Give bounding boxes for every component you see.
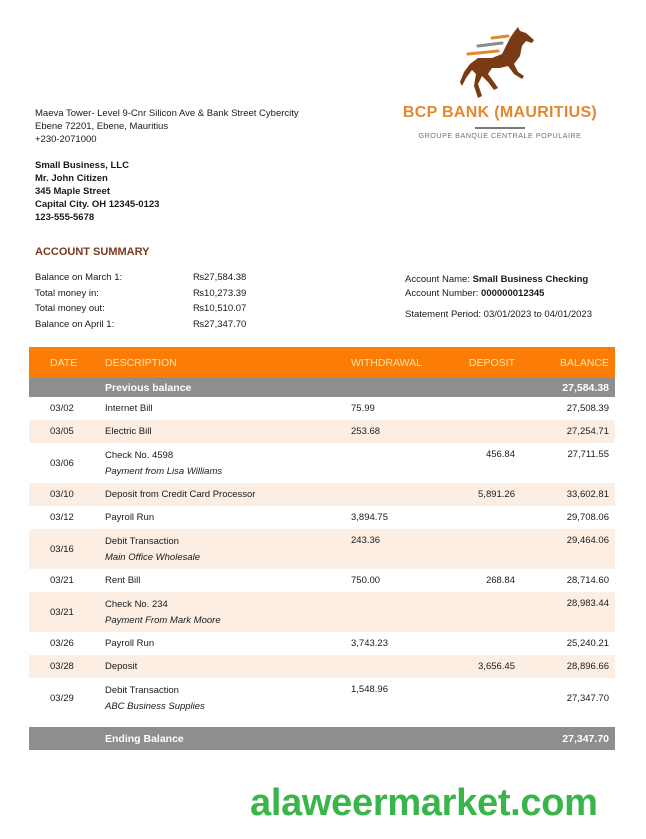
- row-description-detail: Payment from Lisa Williams: [105, 465, 223, 477]
- customer-company: Small Business, LLC: [35, 160, 129, 171]
- row-description-main: Internet Bill: [105, 403, 153, 414]
- row-withdrawal: 1,548.96: [351, 684, 388, 695]
- row-description: [105, 483, 351, 506]
- row-description: [105, 420, 351, 443]
- row-withdrawal: [351, 483, 463, 506]
- row-description-main: Debit Transaction: [105, 535, 179, 547]
- row-date: 03/12: [50, 512, 74, 523]
- row-description-main: Payroll Run: [105, 512, 155, 523]
- customer-city: Capital City. OH 12345-0123: [35, 199, 160, 210]
- row-deposit: 268.84: [485, 575, 515, 586]
- summary-value: ₨10,273.39: [193, 287, 247, 299]
- row-deposit: 5,891.26: [478, 489, 515, 500]
- row-description: [105, 632, 351, 655]
- customer-name: Mr. John Citizen: [35, 173, 108, 184]
- summary-row: [35, 301, 273, 317]
- row-date: 03/29: [50, 692, 74, 704]
- bank-address-line: Maeva Tower- Level 9-Cnr Silicon Ave & Bank Street Cybercity: [35, 108, 299, 119]
- row-description: [105, 569, 351, 592]
- row-withdrawal: 750.00: [351, 575, 381, 586]
- summary-row: [35, 286, 273, 302]
- summary-value: ₨27,584.38: [193, 272, 247, 283]
- row-description: [105, 506, 351, 529]
- summary-label: Total money in:: [35, 287, 99, 299]
- row-date: 03/28: [50, 661, 74, 672]
- watermark: alaweermarket.com: [250, 782, 598, 824]
- row-date: 03/05: [50, 426, 74, 437]
- row-balance: 27,254.71: [566, 426, 609, 437]
- row-description-detail: ABC Business Supplies: [105, 700, 205, 712]
- bank-address-line: Ebene 72201, Ebene, Mauritius: [35, 121, 169, 132]
- row-deposit: 456.84: [485, 449, 515, 460]
- row-deposit: [463, 592, 539, 632]
- column-header-withdrawal: WITHDRAWAL: [351, 356, 422, 369]
- customer-phone: 123-555-5678: [35, 212, 95, 223]
- row-description: [105, 655, 351, 678]
- row-deposit: 3,656.45: [478, 661, 515, 672]
- row-deposit: [463, 397, 539, 420]
- row-withdrawal: 3,743.23: [351, 638, 388, 649]
- previous-balance-value: 27,584.38: [562, 381, 609, 394]
- row-description-main: Deposit: [105, 661, 138, 672]
- column-header-balance: BALANCE: [559, 356, 609, 369]
- column-header-description: DESCRIPTION: [105, 356, 177, 369]
- row-deposit: [463, 506, 539, 529]
- row-description-main: Debit Transaction: [105, 684, 179, 696]
- bank-address: [35, 107, 299, 146]
- summary-label: Balance on March 1:: [35, 272, 123, 283]
- bank-logo: [380, 24, 620, 144]
- row-balance: 28,896.66: [566, 661, 609, 672]
- row-date: 03/02: [50, 403, 74, 414]
- customer-address: [35, 159, 159, 224]
- previous-balance-label: Previous balance: [105, 381, 192, 394]
- row-description-main: Check No. 4598: [105, 449, 174, 461]
- ending-balance-row: [29, 727, 615, 750]
- row-description-main: Electric Bill: [105, 426, 152, 437]
- summary-label: Total money out:: [35, 303, 105, 314]
- row-balance: 27,347.70: [566, 692, 609, 704]
- account-name: [405, 273, 592, 287]
- table-row: [29, 506, 615, 529]
- row-description-main: Deposit from Credit Card Processor: [105, 489, 256, 500]
- account-name-label: Account Name:: [405, 274, 473, 285]
- summary-value: ₨27,347.70: [193, 318, 247, 330]
- summary-row: [35, 317, 273, 333]
- summary-row: [35, 270, 273, 286]
- column-header-date: DATE: [50, 356, 78, 369]
- table-row: [29, 483, 615, 506]
- account-summary: [35, 270, 273, 332]
- ending-balance-label: Ending Balance: [105, 732, 184, 745]
- row-description: [105, 443, 351, 483]
- row-withdrawal: 243.36: [351, 535, 381, 546]
- row-balance: 27,508.39: [566, 403, 609, 414]
- row-deposit: [463, 420, 539, 443]
- row-balance: 28,983.44: [566, 598, 609, 609]
- row-withdrawal: [351, 655, 463, 678]
- row-date: 03/10: [50, 489, 74, 500]
- previous-balance-row: [29, 378, 615, 397]
- table-row: [29, 397, 615, 420]
- row-description-detail: Main Office Wholesale: [105, 551, 201, 563]
- row-date: 03/16: [50, 543, 74, 555]
- table-row: [29, 443, 615, 483]
- table-header: [29, 347, 615, 378]
- horse-icon: [452, 24, 552, 102]
- logo-divider: [475, 127, 525, 129]
- row-deposit: [463, 529, 539, 569]
- row-date: 03/06: [50, 457, 74, 469]
- table-row: [29, 632, 615, 655]
- row-description: [105, 397, 351, 420]
- column-header-deposit: DEPOSIT: [468, 356, 515, 369]
- statement-period: Statement Period: 03/01/2023 to 04/01/2023: [405, 309, 592, 320]
- row-date: 03/21: [50, 575, 74, 586]
- account-name-value: Small Business Checking: [472, 274, 589, 285]
- account-number-label: Account Number:: [405, 287, 482, 299]
- table-row: [29, 592, 615, 632]
- table-row: [29, 529, 615, 569]
- row-date: 03/21: [50, 606, 74, 618]
- ending-balance-value: 27,347.70: [562, 732, 609, 745]
- row-description: [105, 592, 351, 632]
- row-date: 03/26: [50, 638, 74, 649]
- row-withdrawal: 253.68: [351, 426, 381, 437]
- account-info: [405, 273, 592, 322]
- row-balance: 29,464.06: [566, 535, 609, 546]
- table-row: [29, 569, 615, 592]
- summary-label: Balance on April 1:: [35, 318, 115, 330]
- row-withdrawal: 3,894.75: [351, 512, 388, 523]
- account-number: [405, 287, 592, 301]
- bank-phone: +230-2071000: [35, 134, 97, 145]
- row-description-main: Check No. 234: [105, 598, 168, 610]
- row-deposit: [463, 678, 539, 718]
- table-spacer: [29, 718, 615, 727]
- row-balance: 25,240.21: [566, 638, 609, 649]
- transactions-table: [29, 347, 615, 750]
- row-withdrawal: [351, 443, 463, 483]
- row-withdrawal: [351, 592, 463, 632]
- row-description-detail: Payment From Mark Moore: [105, 614, 221, 626]
- row-deposit: [463, 632, 539, 655]
- row-description-main: Rent Bill: [105, 575, 141, 586]
- account-number-value: 000000012345: [481, 287, 545, 299]
- row-balance: 33,602.81: [566, 489, 609, 500]
- bank-name: BCP BANK (MAURITIUS): [402, 104, 598, 121]
- table-row: [29, 420, 615, 443]
- account-summary-title: ACCOUNT SUMMARY: [35, 246, 150, 258]
- summary-value: ₨10,510.07: [193, 303, 247, 314]
- table-row: [29, 655, 615, 678]
- row-withdrawal: 75.99: [351, 403, 375, 414]
- row-description: [105, 678, 351, 718]
- row-balance: 29,708.06: [566, 512, 609, 523]
- row-description: [105, 529, 351, 569]
- row-balance: 27,711.55: [567, 449, 609, 460]
- row-balance: 28,714.60: [566, 575, 609, 586]
- table-row: [29, 678, 615, 718]
- bank-tagline: GROUPE BANQUE CENTRALE POPULAIRE: [418, 131, 582, 140]
- row-description-main: Payroll Run: [105, 638, 155, 649]
- customer-street: 345 Maple Street: [35, 186, 110, 197]
